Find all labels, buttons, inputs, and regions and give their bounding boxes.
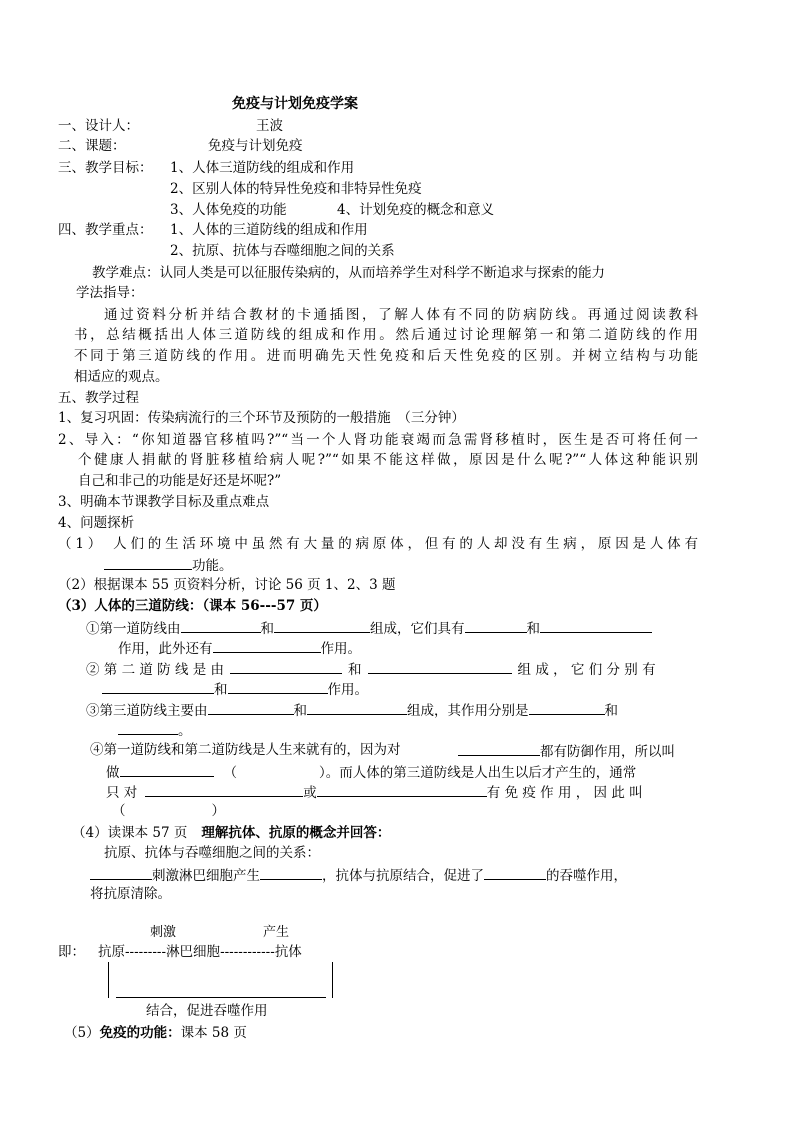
q5-label-c: 课本 58 页: [180, 1025, 247, 1041]
q4-label-a: （4）读课本 57 页: [72, 825, 188, 841]
q5-label-b: 免疫的功能：: [99, 1025, 181, 1041]
blank[interactable]: [529, 699, 605, 715]
diagram-left-connector: [108, 962, 109, 998]
and-text: 和: [348, 662, 362, 678]
q3-1-text-c: 作用，此外还有: [118, 641, 213, 657]
q3-label: （3）人体的三道防线：（课本 56---57 页）: [58, 598, 327, 614]
q4-text-c: 的吞噬作用，: [546, 868, 627, 884]
zuoyong-text: 作用。: [327, 682, 368, 698]
blank[interactable]: [145, 781, 303, 797]
zuoyong-text: 作用。: [320, 641, 361, 657]
blank[interactable]: [274, 617, 370, 633]
q3-4-text-b: 都有防御作用，所以叫: [540, 744, 675, 760]
blank[interactable]: [228, 678, 328, 694]
q3-4-text-j: ）: [211, 803, 225, 819]
diagram-right-connector: [332, 962, 333, 998]
q1-suffix: 功能。: [192, 558, 233, 574]
q3-1-line-a: [86, 617, 652, 639]
q4-relation: 抗原、抗体与吞噬细胞之间的关系：: [104, 845, 320, 861]
q3-4-line-b: [106, 761, 636, 783]
q3-3-line-a: [86, 699, 618, 721]
key-point-2: 2、抗原、抗体与吞噬细胞之间的关系: [170, 243, 395, 259]
blank[interactable]: [484, 864, 546, 880]
blank[interactable]: [213, 637, 321, 653]
q4-line-b: 将抗原清除。: [90, 886, 171, 902]
objective-1: 1、人体三道防线的组成和作用: [170, 160, 355, 176]
diagram-bottom-connector: [116, 997, 326, 998]
q1-line-b: [104, 554, 233, 576]
objectives-label: 三、教学目标：: [58, 160, 153, 176]
key-points-label: 四、教学重点：: [58, 222, 153, 238]
q3-4-line-a-blank: [458, 740, 675, 762]
diagram-chain: [98, 942, 302, 962]
q3-1-text-b: 组成，它们具有: [370, 621, 465, 637]
diagram-stimulate: 刺激: [150, 925, 177, 940]
q3-4-text-f: 只 对: [106, 785, 138, 801]
blank[interactable]: [368, 658, 512, 674]
blank[interactable]: [104, 554, 192, 570]
diagram-antibody: 抗体: [274, 944, 302, 960]
process-review: 1、复习巩固：传染病流行的三个环节及预防的一般措施 （三分钟）: [58, 410, 465, 426]
key-point-1: 1、人体的三道防线的组成和作用: [170, 222, 368, 238]
topic-value: 免疫与计划免疫: [208, 138, 303, 154]
q3-2-line-a: [86, 658, 656, 680]
q5-label-a: （5）: [64, 1025, 100, 1041]
intro-line-3: 自己和非己的功能是好还是坏呢?”: [78, 473, 282, 489]
blank[interactable]: [540, 617, 652, 633]
q4-line-a: [90, 864, 627, 886]
blank[interactable]: [102, 678, 214, 694]
blank[interactable]: [317, 781, 487, 797]
q3-4-text-g: 或: [303, 785, 317, 801]
blank[interactable]: [120, 761, 214, 777]
q3-4-line-c: [106, 781, 643, 803]
q3-2-text-a: ② 第 二 道 防 线 是 由: [86, 662, 225, 678]
and-text: 和: [526, 621, 540, 637]
q3-4-line-a: ④第一道防线和第二道防线是人生来就有的，因为对: [90, 742, 401, 758]
method-line-2: 书，总结概括出人体三道防线的组成和作用。然后通过讨论理解第一和第二道防线的作用: [74, 327, 698, 343]
q3-1-text-a: ①第一道防线由: [86, 621, 181, 637]
and-text: 和: [604, 703, 618, 719]
process-explore: 4、问题探析: [58, 515, 135, 531]
q3-4-text-d: （: [223, 765, 237, 781]
objective-2: 2、区别人体的特异性免疫和非特异性免疫: [170, 181, 422, 197]
and-text: 和: [293, 703, 307, 719]
method-line-3: 不同于第三道防线的作用。进而明确先天性免疫和后天性免疫的区别。并树立结构与功能: [74, 348, 698, 364]
diagram-dash-1: ---------: [125, 944, 167, 960]
designer-label: 一、设计人：: [58, 118, 139, 134]
process-label: 五、教学过程: [58, 390, 139, 406]
q5-label: [64, 1023, 247, 1043]
topic-label: 二、课题：: [58, 138, 126, 154]
method-label: 学法指导：: [76, 285, 144, 301]
q3-3-text-a: ③第三道防线主要由: [86, 703, 208, 719]
blank[interactable]: [458, 740, 540, 756]
diagram-bottom-label: 结合，促进吞噬作用: [146, 1003, 268, 1019]
q3-2-line-b: [102, 678, 368, 700]
blank[interactable]: [181, 617, 261, 633]
q3-4-line-d: [112, 801, 225, 821]
q3-1-line-b: [118, 637, 361, 659]
page-title: 免疫与计划免疫学案: [232, 96, 358, 112]
method-line-4: 相适应的观点。: [74, 369, 169, 385]
designer-value: 王波: [256, 118, 283, 134]
q4-label: [72, 823, 390, 843]
diagram-dash-2: ------------: [220, 944, 275, 960]
q3-2-text-b: 组 成 ， 它 们 分 别 有: [517, 662, 656, 678]
blank[interactable]: [465, 617, 527, 633]
q3-4-text-c: 做: [106, 765, 120, 781]
and-text: 和: [214, 682, 228, 698]
blank[interactable]: [307, 699, 407, 715]
q3-4-text-e: ）。而人体的第三道防线是人出生以后才产生的，通常: [319, 765, 637, 781]
diagram-produce: 产生: [263, 925, 290, 940]
difficulty-text: 教学难点：认同人类是可以征服传染病的，从而培养学生对科学不断追求与探索的能力: [92, 265, 605, 281]
q2-line: （2）根据课本 55 页资料分析，讨论 56 页 1、2、3 题: [58, 577, 396, 593]
q3-3-line-b: [118, 719, 192, 741]
objective-3: 3、人体免疫的功能: [170, 202, 287, 218]
q3-3-text-b: 组成，其作用分别是: [407, 703, 529, 719]
q4-text-a: 刺激淋巴细胞产生: [152, 868, 260, 884]
objective-4: 4、计划免疫的概念和意义: [337, 202, 495, 218]
diagram-prefix: 即：: [58, 944, 85, 960]
process-goals: 3、明确本节课教学目标及重点难点: [58, 494, 270, 510]
diagram-antigen: 抗原: [98, 944, 125, 960]
blank[interactable]: [90, 864, 152, 880]
q3-4-text-h: 有 免 疫 作 用 ， 因 此 叫: [486, 785, 643, 801]
blank[interactable]: [230, 658, 342, 674]
method-line-1: 通过资料分析并结合教材的卡通插图，了解人体有不同的防病防线。再通过阅读教科: [104, 307, 698, 323]
diagram-lymphocyte: 淋巴细胞: [166, 944, 221, 960]
period-text: 。: [178, 723, 192, 739]
intro-line-2: 个健康人捐献的肾脏移植给病人呢?”“如果不能这样做，原因是什么呢?”“人体这种能识别: [78, 452, 698, 468]
q1-line-a: （1） 人们的生活环境中虽然有大量的病原体，但有的人却没有生病，原因是人体有: [58, 536, 698, 552]
blank[interactable]: [208, 699, 294, 715]
q4-label-b: 理解抗体、抗原的概念并回答：: [201, 825, 391, 841]
blank[interactable]: [260, 864, 322, 880]
q3-4-text-i: （: [112, 803, 126, 819]
blank[interactable]: [118, 719, 178, 735]
intro-line-1: 2、导入：“你知道器官移植吗?”“当一个人肾功能衰竭而急需肾移植时，医生是否可将任何一: [58, 432, 698, 448]
q4-text-b: ，抗体与抗原结合，促进了: [322, 868, 484, 884]
and-text: 和: [260, 621, 274, 637]
